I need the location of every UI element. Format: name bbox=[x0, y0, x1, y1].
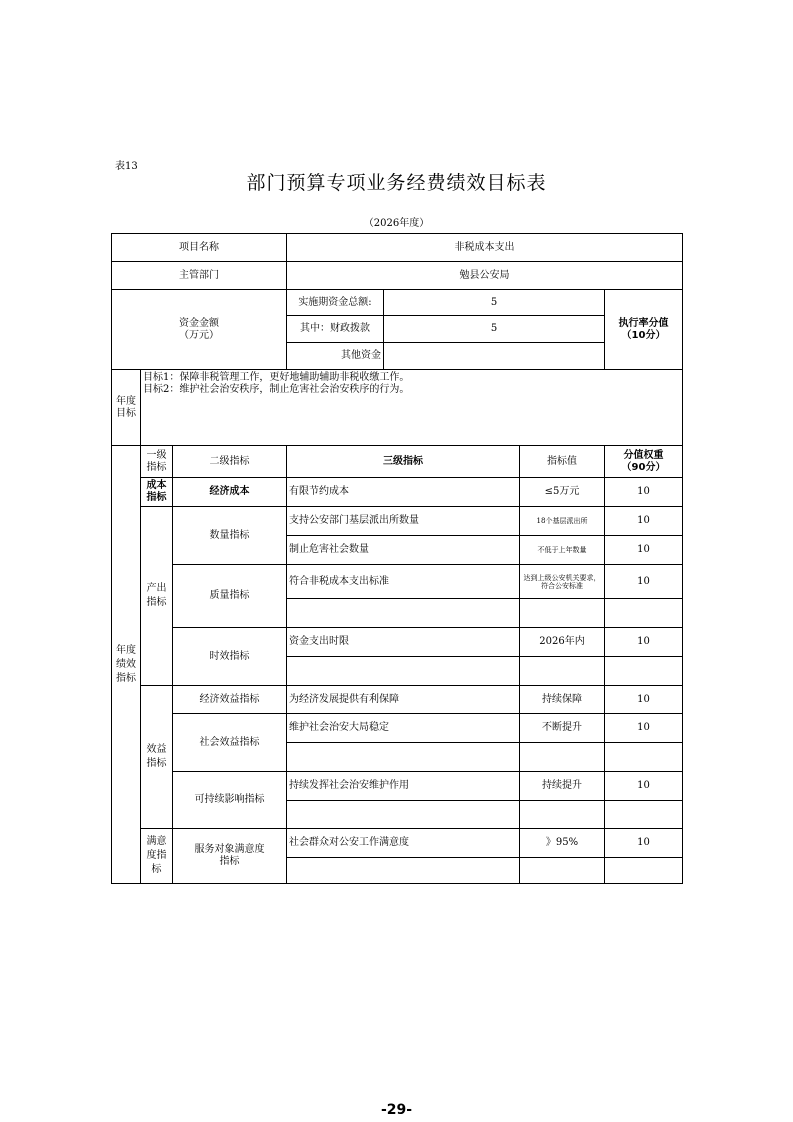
level3-cell: 符合非税成本支出标准 bbox=[287, 565, 520, 599]
level2-header: 二级指标 bbox=[173, 446, 287, 478]
value-cell bbox=[520, 599, 605, 628]
table-row bbox=[112, 772, 683, 801]
weight-cell: 10 bbox=[605, 686, 683, 714]
level3-cell: 为经济发展提供有利保障 bbox=[287, 686, 520, 714]
project-name-row bbox=[112, 234, 683, 262]
weight-cell: 10 bbox=[605, 772, 683, 801]
weight-cell: 10 bbox=[605, 536, 683, 565]
table-row bbox=[112, 507, 683, 536]
cost-weight: 10 bbox=[605, 478, 683, 507]
execution-rate-score-label: 执行率分值 （10分） bbox=[605, 290, 683, 370]
level3-cell: 支持公安部门基层派出所数量 bbox=[287, 507, 520, 536]
department-label: 主管部门 bbox=[112, 262, 287, 290]
timeliness-indicator-label: 时效指标 bbox=[173, 628, 287, 686]
weight-cell bbox=[605, 858, 683, 884]
table-row bbox=[112, 714, 683, 743]
level3-header: 三级指标 bbox=[287, 446, 520, 478]
value-cell bbox=[520, 743, 605, 772]
level1-header: 一级 指标 bbox=[141, 446, 173, 478]
weight-cell bbox=[605, 743, 683, 772]
level3-cell: 持续发挥社会治安维护作用 bbox=[287, 772, 520, 801]
funds-total-label: 实施期资金总额: bbox=[287, 290, 384, 316]
social-benefit-label: 社会效益指标 bbox=[173, 714, 287, 772]
value-cell: 不低于上年数量 bbox=[520, 536, 605, 565]
cost-level2: 经济成本 bbox=[173, 478, 287, 507]
annual-performance-indicators-label: 年度 绩效 指标 bbox=[112, 446, 141, 884]
benefit-level1: 效益 指标 bbox=[141, 686, 173, 829]
table-number-label: 表13 bbox=[115, 161, 138, 172]
value-cell bbox=[520, 801, 605, 829]
value-cell: 》95% bbox=[520, 829, 605, 858]
quality-indicator-label: 质量指标 bbox=[173, 565, 287, 628]
cost-value: ≤5万元 bbox=[520, 478, 605, 507]
funds-fiscal-label: 其中：财政拨款 bbox=[287, 316, 384, 343]
level3-cell: 制止危害社会数量 bbox=[287, 536, 520, 565]
value-cell bbox=[520, 858, 605, 884]
level3-cell: 社会群众对公安工作满意度 bbox=[287, 829, 520, 858]
fiscal-year-label: （2026年度） bbox=[363, 218, 430, 229]
cost-indicator-row bbox=[112, 478, 683, 507]
funds-other-label: 其他资金 bbox=[287, 343, 384, 370]
performance-target-table bbox=[111, 233, 683, 884]
annual-goals-row bbox=[112, 370, 683, 446]
economic-benefit-label: 经济效益指标 bbox=[173, 686, 287, 714]
service-satisfaction-label: 服务对象满意度 指标 bbox=[173, 829, 287, 884]
funds-total-value: 5 bbox=[384, 290, 605, 316]
value-cell: 持续保障 bbox=[520, 686, 605, 714]
table-row bbox=[112, 628, 683, 657]
weight-cell: 10 bbox=[605, 507, 683, 536]
department-row bbox=[112, 262, 683, 290]
satisfaction-level1: 满意 度指 标 bbox=[141, 829, 173, 884]
table-row bbox=[112, 565, 683, 599]
funds-fiscal-value: 5 bbox=[384, 316, 605, 343]
funds-amount-label: 资金金额 （万元） bbox=[112, 290, 287, 370]
page-number: -29- bbox=[380, 1102, 413, 1118]
weight-cell: 10 bbox=[605, 565, 683, 599]
weight-cell: 10 bbox=[605, 714, 683, 743]
weight-cell bbox=[605, 657, 683, 686]
weight-header: 分值权重 （90分） bbox=[605, 446, 683, 478]
quantity-indicator-label: 数量指标 bbox=[173, 507, 287, 565]
weight-cell bbox=[605, 599, 683, 628]
indicator-value-header: 指标值 bbox=[520, 446, 605, 478]
annual-goals-text: 目标1：保障非税管理工作，更好地辅助辅助非税收缴工作。 目标2：维护社会治安秩序，制止危害社会治安秩序的行为。 bbox=[141, 370, 683, 446]
value-cell: 18个基层派出所 bbox=[520, 507, 605, 536]
level3-cell bbox=[287, 801, 520, 829]
level3-cell: 资金支出时限 bbox=[287, 628, 520, 657]
table-row bbox=[112, 686, 683, 714]
funds-total-row bbox=[112, 290, 683, 316]
value-cell: 达到上级公安机关要求，符合公安标准 bbox=[520, 565, 605, 599]
sustainable-impact-label: 可持续影响指标 bbox=[173, 772, 287, 829]
weight-cell bbox=[605, 801, 683, 829]
table-row bbox=[112, 829, 683, 858]
funds-other-value bbox=[384, 343, 605, 370]
level3-cell bbox=[287, 657, 520, 686]
level3-cell bbox=[287, 743, 520, 772]
indicator-header-row bbox=[112, 446, 683, 478]
value-cell: 不断提升 bbox=[520, 714, 605, 743]
project-name-label: 项目名称 bbox=[112, 234, 287, 262]
value-cell: 持续提升 bbox=[520, 772, 605, 801]
weight-cell: 10 bbox=[605, 628, 683, 657]
value-cell: 2026年内 bbox=[520, 628, 605, 657]
level3-cell bbox=[287, 599, 520, 628]
cost-level3: 有限节约成本 bbox=[287, 478, 520, 507]
level3-cell bbox=[287, 858, 520, 884]
output-level1: 产出 指标 bbox=[141, 507, 173, 686]
value-cell bbox=[520, 657, 605, 686]
level3-cell: 维护社会治安大局稳定 bbox=[287, 714, 520, 743]
annual-goals-label: 年度 目标 bbox=[112, 370, 141, 446]
weight-cell: 10 bbox=[605, 829, 683, 858]
project-name-value: 非税成本支出 bbox=[287, 234, 683, 262]
document-title: 部门预算专项业务经费绩效目标表 bbox=[246, 172, 547, 194]
department-value: 勉县公安局 bbox=[287, 262, 683, 290]
cost-level1: 成本 指标 bbox=[141, 478, 173, 507]
